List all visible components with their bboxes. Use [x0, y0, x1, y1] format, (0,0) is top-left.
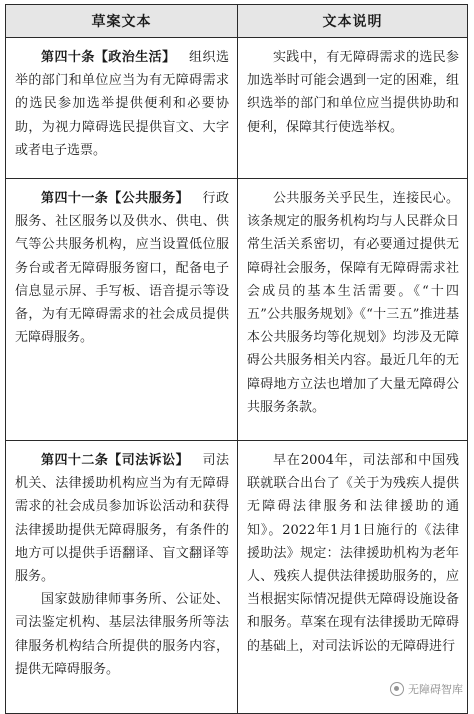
document-page	[5, 4, 467, 694]
table-row	[6, 441, 468, 714]
explanation-text: 公共服务关乎民生，连接民心。该条规定的服务机构均与人民群众日常生活关系密切，有必要通过提供无障碍社会服务，保障有无障碍需求社会成员的基本生活需要。《“十四五”公共服务规划》《“十三五”推进基本公共服务均等化规划》均涉及无障碍公共服务相关内容。最近几年的无障碍地方立法也增加了大量无障碍公共服务条款。	[247, 191, 459, 415]
article-text: 行政服务、社区服务以及供水、供电、供气等公共服务机构，应当设置低位服务台或者无障碍服务窗口，配备电子信息显示屏、手写板、语音提示等设备，为有无障碍需求的社会成员提供无障碍服务。	[15, 191, 229, 346]
article-paragraph	[15, 449, 229, 588]
explanation-cell	[238, 179, 468, 441]
watermark	[387, 680, 466, 698]
draft-cell	[6, 179, 238, 441]
table-row	[6, 179, 468, 441]
article-paragraph	[15, 46, 229, 162]
explanation-text: 早在2004年，司法部和中国残联就联合出台了《关于为残疾人提供无障碍法律服务和法律援助的通知》。2022年1月1日施行的《法律援助法》规定：法律援助机构为老年人、残疾人提供法律援助服务的，应当根据实际情况提供无障碍设施设备和服务。草案在现有法律援助无障碍的基础上，对司法诉讼的无障碍进行	[247, 453, 459, 654]
header-explanation: 文本说明	[238, 5, 468, 38]
table-row	[6, 38, 468, 179]
article-heading: 第四十一条【公共服务】	[41, 191, 190, 206]
table-header-row	[6, 5, 468, 38]
article-text-second: 国家鼓励律师事务所、公证处、司法鉴定机构、基层法律服务所等法律服务机构结合所提供的服务内容，提供无障碍服务。	[15, 592, 229, 677]
watermark-text: 无障碍智库	[408, 683, 463, 696]
article-paragraph	[15, 187, 229, 349]
explanation-text: 实践中，有无障碍需求的选民参加选举时可能会遇到一定的困难，组织选举的部门和单位应当提供协助和便利，保障其行使选举权。	[247, 50, 459, 135]
circle-logo-icon	[390, 682, 404, 696]
explanation-cell	[238, 441, 468, 714]
explanation-cell	[238, 38, 468, 179]
article-text: 司法机关、法律援助机构应当为有无障碍需求的社会成员参加诉讼活动和获得法律援助提供无障碍服务，有条件的地方可以提供手语翻译、盲文翻译等服务。	[15, 453, 229, 585]
article-heading: 第四十条【政治生活】	[41, 50, 176, 65]
draft-cell	[6, 441, 238, 714]
header-draft-text: 草案文本	[6, 5, 238, 38]
draft-cell	[6, 38, 238, 179]
article-text: 组织选举的部门和单位应当为有无障碍需求的选民参加选举提供便利和必要协助，为视力障碍选民提供盲文、大字或者电子选票。	[15, 50, 229, 158]
article-heading: 第四十二条【司法诉讼】	[41, 453, 190, 468]
comparison-table	[5, 4, 468, 714]
